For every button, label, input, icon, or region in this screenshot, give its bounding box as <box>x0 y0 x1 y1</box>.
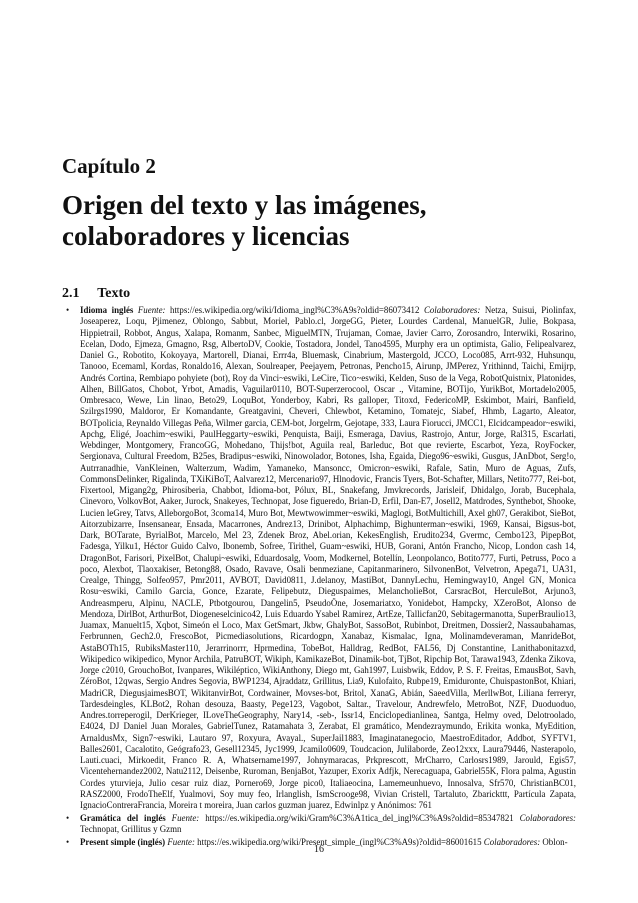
contributors-text: Netza, Suisui, Piolinfax, Joseaperez, Loqu, Pjimenez, Oblongo, Sabbut, Moriel, Pablo.cl, JorgeGG, Pieter, Lourdes Cardenal, ManuelGR, Julie, Bokpasa, Hippietrail, Robbot, Angus, Xalapa, Romanm, Sanbec, MiguelMTN, Trujaman, Comae, Javier Carro, Zorosandro, Interwiki, Rosarino, Ecelan, Dodo, Ejmeza, Gmagno, Rsg, AlbertoDV, Cookie, Tostadora, Jondel, Tano4595, Murphy era un optimista, Galio, Felipealvarez, Daniel G., Robotito, Kokoyaya, Martorell, Dianai, Errr4a, Bluemask, Cinabrium, Mastergold, JCCO, Loco085, Arrt-932, Huhsunqu, Tanooo, Ecemaml, Kordas, Ronaldo16, Alexan, Soulreaper, Peejayem, Petronas, Pencho15, Airunp, JMPerez, Yrithinnd, Taichi, Emijrp, Andrés Cortina, Rembiapo pohyiete (bot), Roy da Vinci~eswiki, LeCire, Tico~eswiki, Kelden, Suso de la Vega, RobotQuistnix, Platonides, Alhen, BillGatos, Chobot, Yrbot, Amadis, Vaguilar0110, BOT-Superzerocool, Oscar ., Vitamine, BOTijo, YurikBot, Mortadelo2005, Ombresaco, Wewe, Lin linao, Beto29, LoquBot, Yonderboy, Kabri, Rs galloper, Titoxd, FedericoMP, Eskimbot, Mairi, Banfield, Szilrgs1990, Maldoror, Er Komandante, Greatgavini, Cheveri, Chlewbot, Ketamino, Tomatejc, Siabef, Hhmb, Lagarto, Aleator, BOTpolicia, Reynaldo Villegas Peña, Wilmer garcia, CEM-bot, Jorgelrm, Gejotape, 333, Laura Fiorucci, JMCC1, Elcidcampeador~eswiki, Apchg, Eligé, Joachim~eswiki, PaulHeggarty~eswiki, Penquista, Baiji, Esmeraga, Davius, Rastrojo, Antur, Jorge, Ral315, Escarlati, Webdinger, Montgomery, FrancoGG, Mohedano, Thijs!bot, Aguila real, Barleduc, Bot que revierte, Escarbot, Yeza, RoyFocker, Sergionava, Cultural Freedom, B25es, Bradipus~eswiki, Ninowolador, Botones, Isha, Egaida, Diego96~eswiki, Gusgus, JAnDbot, Serg!o, Autrranadhie, VanKleinen, Walterzum, Wadim, Yamaneko, Mansoncc, Omicron~eswiki, Rafale, Satin, Muro de Aguas, Zufs, CommonsDelinker, Rigalinda, TXiKiBoT, Aalvarez12, Mercenario97, Hlnodovic, Francis Tyers, Bot-Schafter, Millars, Netito777, Rei-bot, Fixertool, Migang2g, Phirosiberia, Chabbot, Idioma-bot, Pólux, BL, Snakefang, Jmvkrecords, Jarisleif, Dhidalgo, Jorab, Bucephala, Cinevoro, VolkovBot, Aaker, Jurock, Snakeyes, Technopat, Jose figueredo, Brian-D, Erfil, Dan-E7, Josell2, Matdrodes, Synthebot, Shooke, Lucien leGrey, Tatvs, AlleborgoBot, 3coma14, Muro Bot, Mewtwowimmer~eswiki, Maglogi, BotMultichill, Axel gh07, Gerakibot, SieBot, Aitorzubizarre, Insensanear, Ensada, Macarrones, Andrez13, Drinibot, Alphachimp, Bighunterman~eswiki, 1969, Kansai, Bigsus-bot, Dark, BOTarate, ByrialBot, Marcelo, Mel 23, Zdenek Broz, Abel.orian, KekesEnglish, Erudito234, Gvermc, Cembo123, PipepBot, Fadesga, Yilku1, Héctor Guido Calvo, Ibonemb, Sofree, Tirithel, Guam~eswiki, HUB, Gorani, Antón Francho, Nicop, London cash 14, DragonBot, Farisori, PixelBot, Chalupi~eswiki, Eduardosalg, Voom, Modkernel, Botellín, Leonpolanco, Botito777, Furti, Petruss, Poco a poco, Alexbot, Tlaoxakiser, Betong88, Osado, Ravave, Osali benmeziane, Capitanmarinero, SilvonenBot, Velvetron, Apega71, UA31, Crealge, Thingg, Solfeo957, Pmr2011, AVBOT, David0811, J.delanoy, MastiBot, DannyLechu, Hemingway10, Angel GN, Monica Rosu~eswiki, Camilo Garcia, Gonce, Ezarate, Felipebutz, Dieguspaimes, MelancholieBot, CarsracBot, HerculeBot, Arjuno3, Andreasmperu, Alpinu, NACLE, Ptbotgourou, Dangelin5, PseudoÖne, Josemariatxo, Yonidebot, Hampcky, XZeroBot, Alonso de Mendoza, DirlBot, ArthurBot, Diogeneselcinico42, Luis Eduardo Ysabel Ramirez, ArtEze, Tallicfan20, Sebitagermanotta, SuperBraulio13, Juamax, Manuelt15, Xqbot, Simeón el Loco, Max GetSmart, Jkbw, GhalyBot, SassoBot, Rubinbot, Dreitmen, Dossier2, Nassaubahamas, Ferbrunnen, Gech2.0, FrescoBot, Picmediasolutions, Ricardogpn, Xanabaz, Kismalac, Igna, Molinamdeveraman, ManrideBot, AstaBOTh15, RubiksMaster110, Jerarrinorrr, Hprmedina, TobeBot, Halldrag, RedBot, FAL56, Dj Constantine, Lanithabonitazxd, Wikipedico wikipedico, Mynor Archila, PatruBOT, Wikiph, KamikazeBot, Dinamik-bot, TjBot, Ripchip Bot, Tarawa1943, Zdenka Zikova, Jorge c2010, GrouchoBot, Ivanpares, Wikiléptico, WikiAnthony, Diego mt, Gah1997, Luisbwik, Eddov, P. S. F. Freitas, EmausBot, Savh, ZéroBot, 12qwas, Sergio Andres Segovia, BWP1234, Ajraddatz, Grillitus, Lia9, Kulofaito, Rubpe19, Emiduronte, ChuispastonBot, Khiari, MadriCR, DiegusjaimesBOT, WikitanvirBot, Cordwainer, Movses-bot, Britol, XanaG, Abián, SaeedVilla, MerllwBot, Liliana ferreryr, Tardesdeingles, KLBot2, Rohan desouza, Baasty, Pege123, Vagobot, Saltar., Travelour, Andrewfelo, MetroBot, NZF, Duoduoduo, Andres.torreperogil, DerKrieger, ILoveTheGeography, Nary14, -seb-, Issr14, Enciclopedianlinea, Santga, Helmy oved, Delotroolado, E4024, DJ Daniel Juan Morales, GabrielTunez, Ratamahata 3, Zerabat, El gramático, Mendezraymundo, Erikita wonka, MyEdition, ArnaldusMx, Sign7~eswiki, Lautaro 97, Roxyura, Avayal., SuperJail1883, Imaginatanegocio, MaestroEditador, Addbot, SYFTV1, Balles2601, Cacalotito, Geógrafo23, Gesell12345, Jyc1999, Jcamilo0609, Toudcacion, Julilaborde, Zeo12xxx, Laura79446, Nasterapolo, Lauti.cuaci, Mirkoedit, Franco R. A, Whatsername1997, Johnymaracas, Prkprescott, MrCharro, Carlosrs1989, Jarould, Egis57, Vicentehernandez2002, Natu2112, Deisenbe, Ruroman, BenjaBot, Yazuper, Exorix Adfjk, Nerecaguapa, Gabriel55K, Flora palma, Agustin Cordes yturvieja, Julio cesar ruiz diaz, Pornero69, Jorge pico0, Italiaeocina, Lamemeunhuevo, Innosalva, Sfr570, ChristianBC01, RASZ2000, FrodoTheElf, Yualmovi, Soy muy feo, Irlanglish, IsmScrooge98, Vivian Cristell, Tartaluto, Zbarickttt, Partícula Zapata, IgnacioContreraFrancia, Moreira t moreira, Juan carlos guzman juarez, Edwinlpz y Anónimos: 761 <box>80 305 577 810</box>
contributors-text: Technopat, Grillitus y Gzmn <box>80 824 182 834</box>
section-title: Texto <box>97 286 131 301</box>
bullet-icon: • <box>66 836 70 847</box>
contributors-label: Colaboradores: <box>423 305 481 315</box>
contributors-label: Colaboradores: <box>483 836 541 847</box>
contributors-label: Colaboradores: <box>519 812 576 823</box>
chapter-title: Origen del texto y las imágenes, colaboradores y licencias <box>62 190 427 251</box>
source-url-link[interactable]: https://es.wikipedia.org/wiki/Present_simple_(ingl%C3%A9s)?oldid=86001615 <box>197 836 482 847</box>
entry-term: Idioma inglés <box>80 305 134 315</box>
entry-term: Gramática del inglés <box>80 812 166 823</box>
bullet-icon: • <box>66 812 70 823</box>
source-label: Fuente: <box>167 836 195 847</box>
page-number: 16 <box>314 844 324 855</box>
source-url-link[interactable]: https://es.wikipedia.org/wiki/Idioma_ingl%C3%A9s?oldid=86073412 <box>170 305 420 315</box>
attribution-entry-gramatica <box>66 813 576 836</box>
source-url-link[interactable]: https://es.wikipedia.org/wiki/Gram%C3%A1tica_del_ingl%C3%A9s?oldid=85347821 <box>205 812 514 823</box>
attribution-entry-idioma-ingles <box>66 305 576 811</box>
source-label: Fuente: <box>137 305 166 315</box>
attribution-list <box>66 305 576 850</box>
section-number: 2.1 <box>62 286 80 301</box>
chapter-label: Capítulo 2 <box>62 154 156 178</box>
entry-term: Present simple (inglés) <box>80 836 166 847</box>
bullet-icon: • <box>66 305 70 315</box>
source-label: Fuente: <box>171 812 200 823</box>
contributors-text: Oblon- <box>542 836 568 847</box>
section-heading <box>62 286 130 302</box>
